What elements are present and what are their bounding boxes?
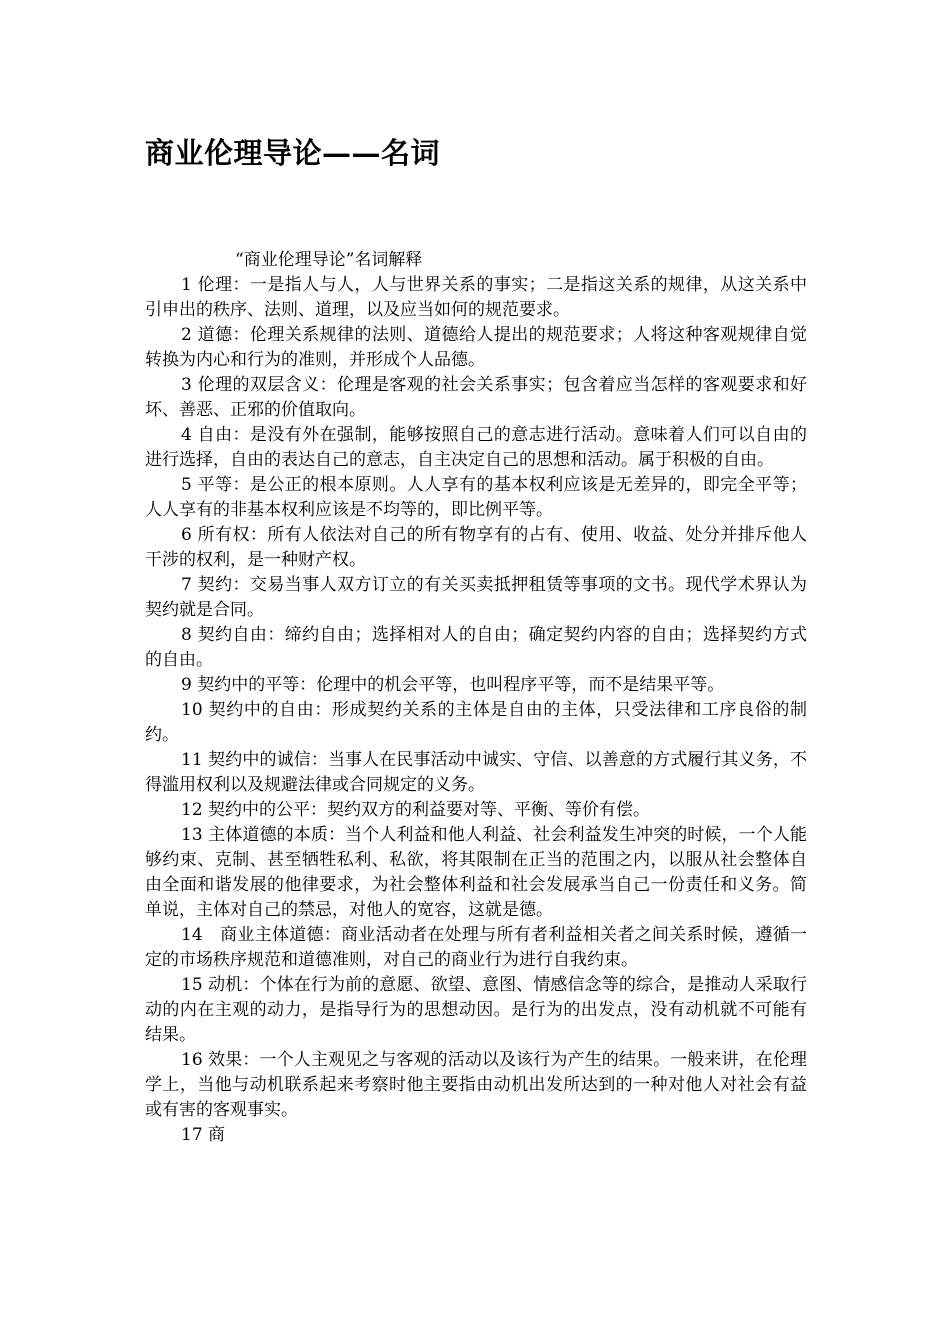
term-entry-11: 11 契约中的诚信：当事人在民事活动中诚实、守信、以善意的方式履行其义务，不得滥用权利以及规避法律或合同规定的义务。 <box>145 750 807 795</box>
term-entry-6: 6 所有权：所有人依法对自己的所有物享有的占有、使用、收益、处分并排斥他人干涉的权利，是一种财产权。 <box>145 525 807 570</box>
term-definition-list <box>145 273 807 1148</box>
term-entry-8: 8 契约自由：缔约自由；选择相对人的自由；确定契约内容的自由；选择契约方式的自由。 <box>145 625 807 670</box>
term-entry-16: 16 效果：一个人主观见之与客观的活动以及该行为产生的结果。一般来讲，在伦理学上，当他与动机联系起来考察时他主要指由动机出发所达到的一种对他人对社会有益或有害的客观事实。 <box>145 1050 807 1120</box>
term-entry-13: 13 主体道德的本质：当个人利益和他人利益、社会利益发生冲突的时候，一个人能够约束、克制、甚至牺牲私利、私欲，将其限制在正当的范围之内，以服从社会整体自由全面和谐发展的他律要求，为社会整体利益和社会发展承当自己一份责任和义务。简单说，主体对自己的禁忌，对他人的宽容，这就是德。 <box>145 825 807 920</box>
term-entry-2: 2 道德：伦理关系规律的法则、道德给人提出的规范要求；人将这种客观规律自觉转换为内心和行为的准则，并形成个人品德。 <box>145 325 807 370</box>
term-entry-17: 17 商 <box>181 1125 226 1145</box>
term-entry-5: 5 平等：是公正的根本原则。人人享有的基本权利应该是无差异的，即完全平等；人人享有的非基本权利应该是不均等的，即比例平等。 <box>145 475 807 520</box>
term-entry-9: 9 契约中的平等：伦理中的机会平等，也叫程序平等，而不是结果平等。 <box>181 675 725 695</box>
term-entry-3: 3 伦理的双层含义：伦理是客观的社会关系事实；包含着应当怎样的客观要求和好坏、善恶、正邪的价值取向。 <box>145 375 807 420</box>
term-entry-12: 12 契约中的公平：契约双方的利益要对等、平衡、等价有偿。 <box>181 800 651 820</box>
term-entry-4: 4 自由：是没有外在强制，能够按照自己的意志进行活动。意味着人们可以自由的进行选择，自由的表达自己的意志，自主决定自己的思想和活动。属于积极的自由。 <box>145 425 807 470</box>
term-entry-1: 1 伦理：一是指人与人，人与世界关系的事实；二是指这关系的规律，从这关系中引申出的秩序、法则、道理，以及应当如何的规范要求。 <box>145 275 807 320</box>
document-subtitle: “商业伦理导论”名词解释 <box>235 250 423 270</box>
document-title: 商业伦理导论——名词 <box>145 136 441 170</box>
term-entry-7: 7 契约：交易当事人双方订立的有关买卖抵押租赁等事项的文书。现代学术界认为契约就是合同。 <box>145 575 807 620</box>
term-entry-15: 15 动机：个体在行为前的意愿、欲望、意图、情感信念等的综合，是推动人采取行动的内在主观的动力，是指导行为的思想动因。是行为的出发点，没有动机就不可能有结果。 <box>145 975 807 1045</box>
term-entry-10: 10 契约中的自由：形成契约关系的主体是自由的主体，只受法律和工序良俗的制约。 <box>145 700 807 745</box>
term-entry-14: 14 商业主体道德：商业活动者在处理与所有者利益相关者之间关系时候，遵循一定的市场秩序规范和道德准则，对自己的商业行为进行自我约束。 <box>145 925 807 970</box>
